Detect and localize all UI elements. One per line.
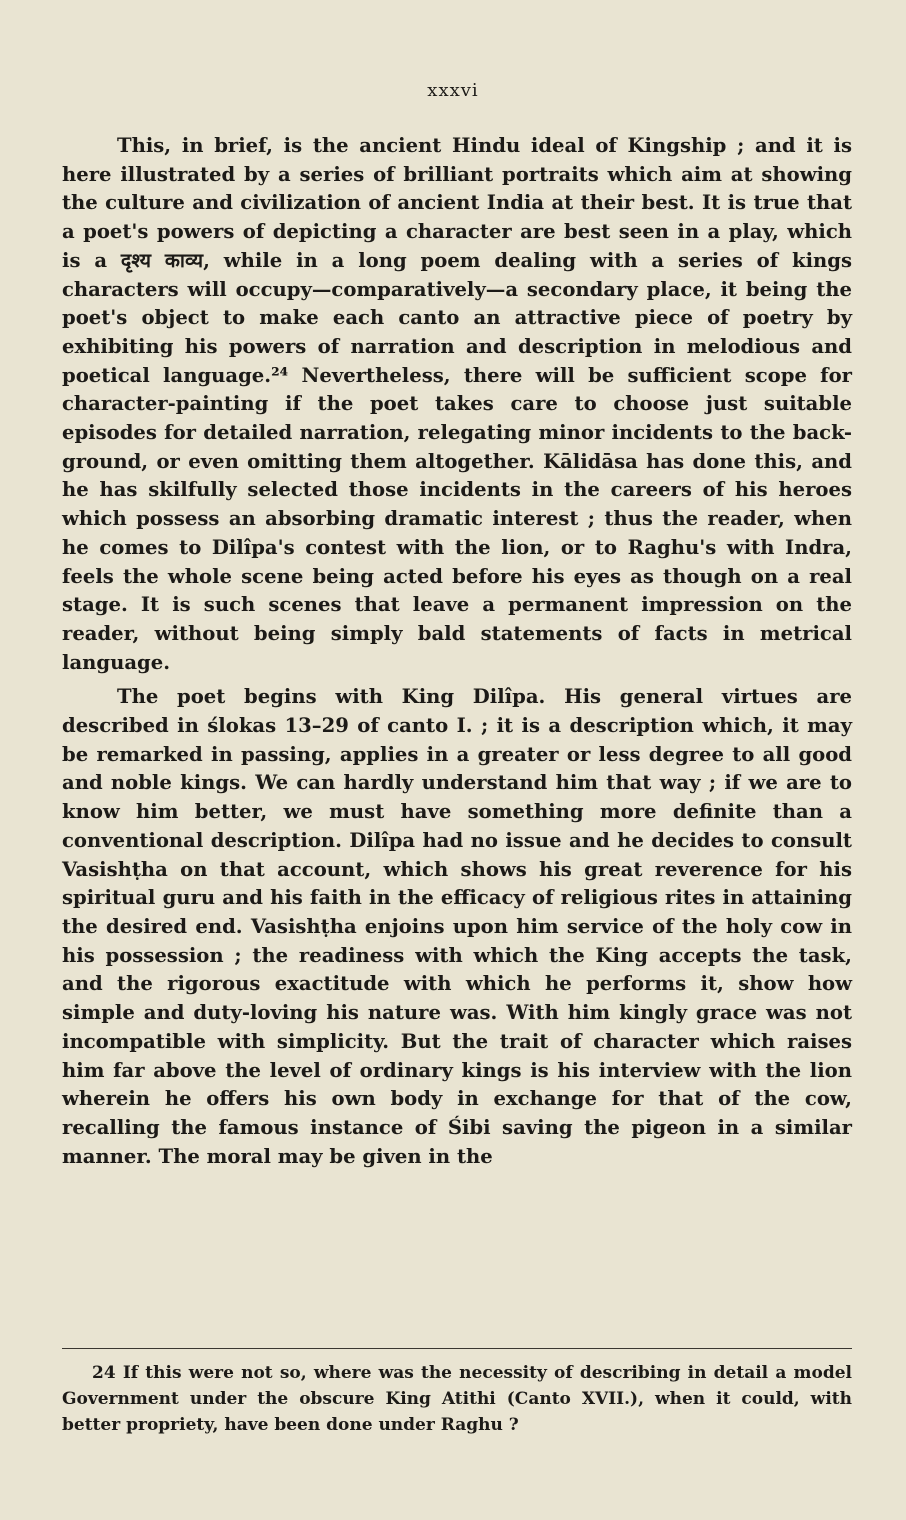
- footnote-24: 24 If this were not so, where was the necessity of describing in detail a model Government under the obscure King Atithi (Canto XVII.), when it could, with better propriety, have been done under Raghu ?: [62, 1363, 852, 1435]
- paragraph-2: The poet begins with King Dilîpa. His general virtues are described in ślokas 13–29 of canto I. ; it is a description which, it may be remarked in passing, applies in a greater or less degree to all good and noble kings. We can hardly understand him that way ; if we are to know him better, we must have something more definite than a conventional description. Dilîpa had no issue and he decides to consult Vasishṭha on that account, which shows his great reverence for his spiritual guru and his faith in the efficacy of religious rites in attaining the desired end. Vasishṭha enjoins upon him service of the holy cow in his possession ; the readiness with which the King accepts the task, and the rigorous exactitude with which he performs it, show how simple and duty-loving his nature was. With him kingly grace was not incompatible with simplicity. But the trait of character which raises him far above the level of ordinary kings is his interview with the lion wherein he offers his own body in exchange for that of the cow, recalling the famous instance of Śibi saving the pigeon in a similar manner. The moral may be given in the: [62, 685, 852, 1168]
- footnote-divider: [62, 1348, 852, 1349]
- page-number: xxxvi: [427, 80, 479, 101]
- paragraph-1: This, in brief, is the ancient Hindu ideal of Kingship ; and it is here illustrated by a series of brilliant portraits which aim at showing the culture and civilization of ancient India at their best. It is true that a poet's powers of depicting a character are best seen in a play, which is a दृश्य काव्य, while in a long poem dealing with a series of kings characters will occupy—comparatively—a secondary place, it being the poet's object to make each canto an attractive piece of poetry by exhibiting his powers of narration and description in melodious and poetical language.²⁴ Nevertheless, there will be sufficient scope for character-painting if the poet takes care to choose just suitable episodes for detailed narration, relegating minor incidents to the back-ground, or even omitting them altogether. Kālidāsa has done this, and he has skilfully selected those incidents in the careers of his heroes which possess an absorbing dramatic interest ; thus the reader, when he comes to Dilîpa's contest with the lion, or to Raghu's with Indra, feels the whole scene being acted before his eyes as though on a real stage. It is such scenes that leave a permanent impression on the reader, without being simply bald statements of facts in metrical language.: [62, 134, 852, 674]
- body-text: [62, 132, 852, 1171]
